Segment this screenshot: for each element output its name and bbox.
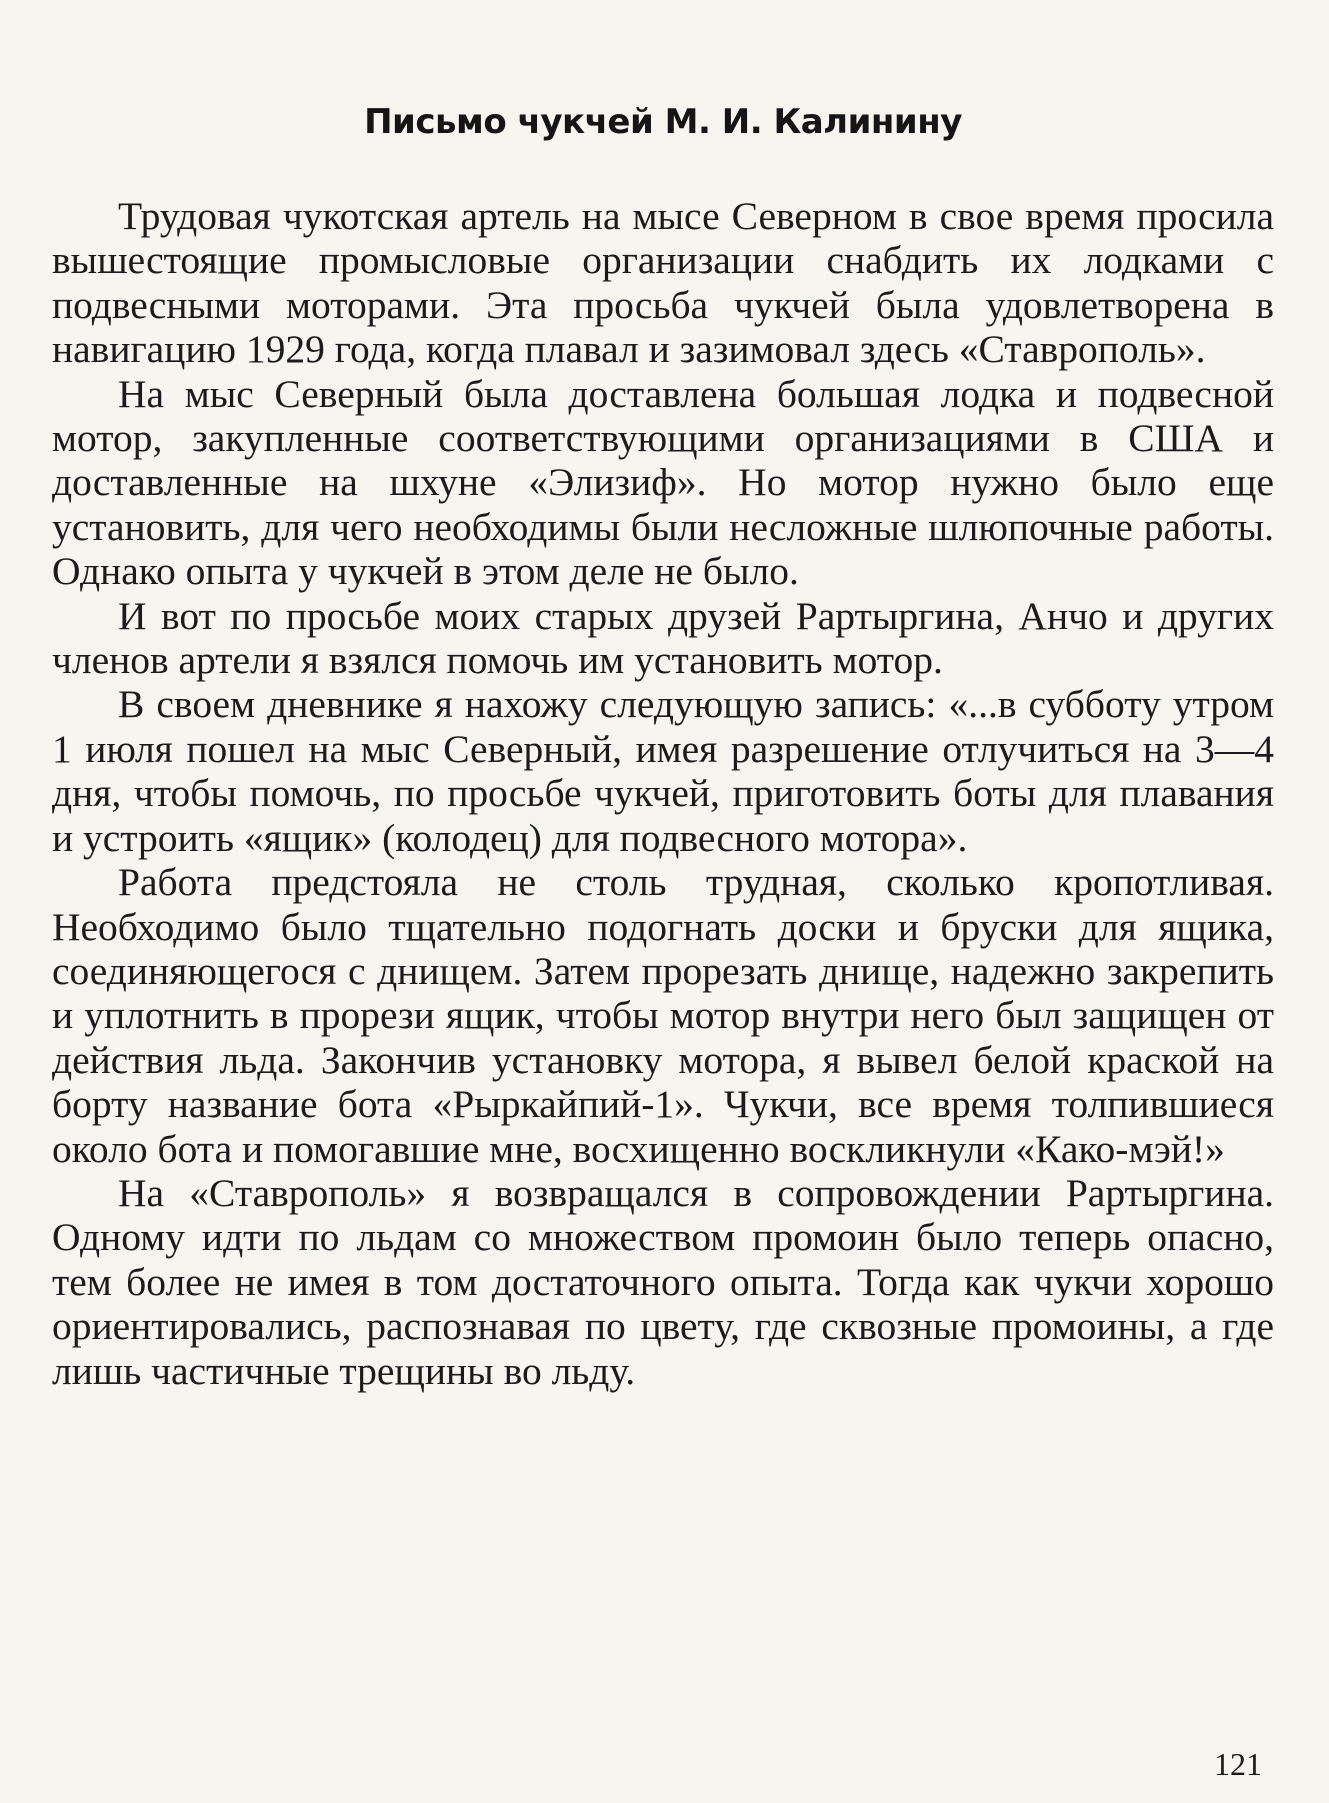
body-text xyxy=(52,194,1274,1393)
paragraph-6: На «Ставрополь» я возвращался в сопровождении Рартыргина. Одному идти по льдам со множеством промоин было теперь опасно, тем более не имея в том достаточного опыта. Тогда как чукчи хорошо ориентировались, распознавая по цвету, где сквозные промоины, а где лишь частичные трещины во льду. xyxy=(52,1170,1274,1393)
paragraph-5: Работа предстояла не столь трудная, сколько кропотливая. Необходимо было тщательно подогнать доски и бруски для ящика, соединяющегося с днищем. Затем прорезать днище, надежно закрепить и уплотнить в прорези ящик, чтобы мотор внутри него был защищен от действия льда. Закончив установку мотора, я вывел белой краской на борту название бота «Рыркайпий-1». Чукчи, все время толпившиеся около бота и помогавшие мне, восхищенно воскликнули «Како-мэй!» xyxy=(52,860,1274,1171)
page-title: Письмо чукчей М. И. Калинину xyxy=(364,102,962,142)
paragraph-4: В своем дневнике я нахожу следующую запись: «...в субботу утром 1 июля пошел на мыс Северный, имея разрешение отлучиться на 3—4 дня, чтобы помочь, по просьбе чукчей, приготовить боты для плавания и устроить «ящик» (колодец) для подвесного мотора». xyxy=(52,682,1274,860)
book-page xyxy=(52,0,1274,1803)
paragraph-1: Трудовая чукотская артель на мысе Северном в свое время просила вышестоящие промысловые организации снабдить их лодками с подвесными моторами. Эта просьба чукчей была удовлетворена в навигацию 1929 года, когда плавал и зазимовал здесь «Ставрополь». xyxy=(52,194,1274,372)
paragraph-2: На мыс Северный была доставлена большая лодка и подвесной мотор, закупленные соответствующими организациями в США и доставленные на шхуне «Элизиф». Но мотор нужно было еще установить, для чего необходимы были несложные шлюпочные работы. Однако опыта у чукчей в этом деле не было. xyxy=(52,371,1274,594)
page-number: 121 xyxy=(1214,1746,1262,1782)
paragraph-3: И вот по просьбе моих старых друзей Рартыргина, Анчо и других членов артели я взялся помочь им установить мотор. xyxy=(52,593,1274,683)
